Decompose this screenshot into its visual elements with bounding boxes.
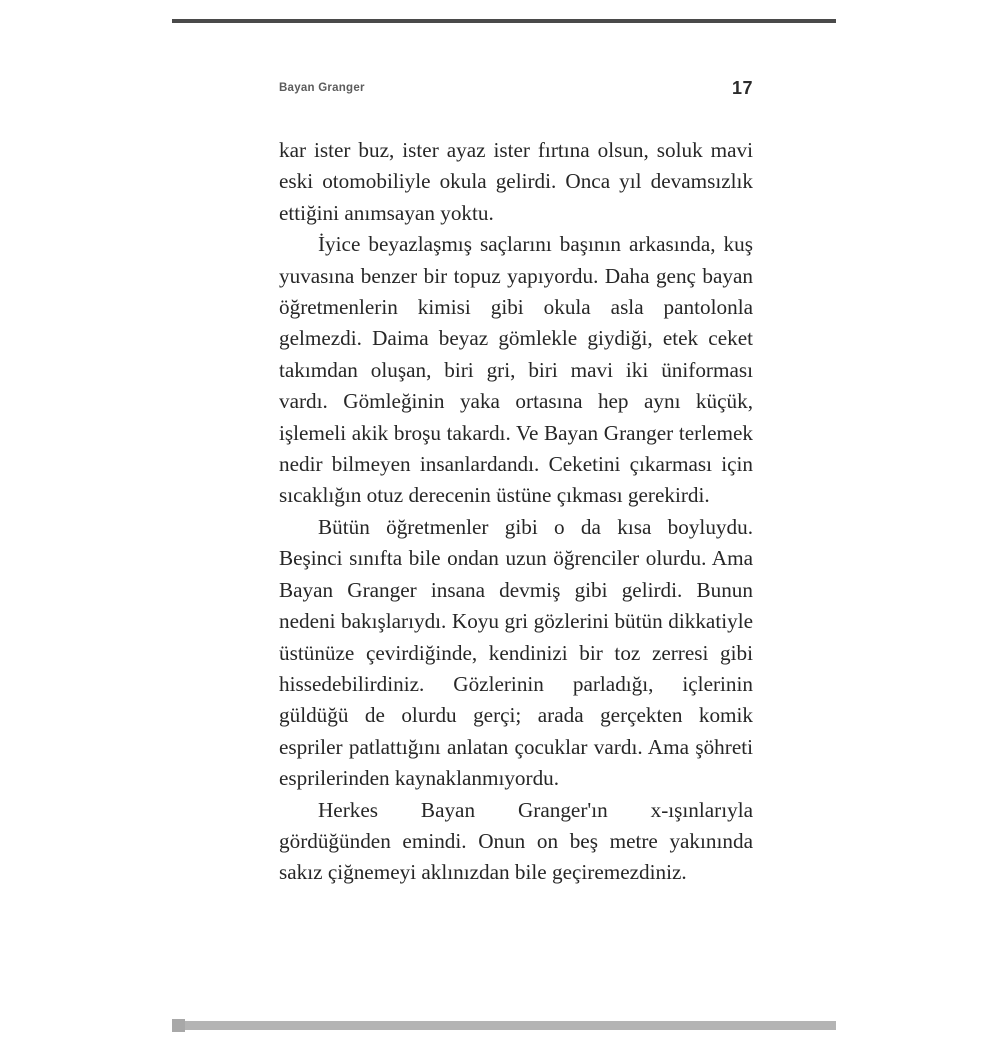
running-head-title: Bayan Granger (279, 82, 365, 94)
paragraph-3: Bütün öğretmenler gibi o da kısa boyluydu. Beşinci sınıfta bile ondan uzun öğrenciler olurdu. Ama Bayan Granger insana devmiş gibi gelirdi. Bunun nedeni bakışlarıydı. Koyu gri gözlerini bütün dikkatiyle üstünüze çevirdiğinde, kendinizi bir toz zerresi gibi hissedebilirdiniz. Gözlerinin parladığı, içlerinin güldüğü de olurdu gerçi; arada gerçekten komik espriler patlattığını anlatan çocuklar vardı. Ama şöhreti esprilerinden kaynaklanmıyordu. (279, 514, 753, 791)
paragraph-4: Herkes Bayan Granger'ın x-ışınlarıyla gördüğünden emindi. Onun on beş metre yakınında sakız çiğnemeyi aklınızdan bile geçiremezdiniz. (279, 797, 753, 885)
running-head (279, 78, 753, 100)
paragraph-2: İyice beyazlaşmış saçlarını başının arkasında, kuş yuvasına benzer bir topuz yapıyordu. Daha genç bayan öğretmenlerin kimisi gibi okula asla pantolonla gelmezdi. Daima beyaz gömlekle giydiği, etek ceket takımdan oluşan, biri gri, biri mavi iki üniforması vardı. Gömleğinin yaka ortasına hep aynı küçük, işlemeli akik broşu takardı. Ve Bayan Granger terlemek nedir bilmeyen insanlardandı. Ceketini çıkarması için sıcaklığın otuz derecenin üstüne çıkması gerekirdi. (279, 232, 753, 508)
page-number: 17 (731, 78, 753, 98)
body-text-block (279, 135, 753, 889)
bottom-bar-divider (172, 1021, 836, 1030)
bottom-bar-left-cap (172, 1019, 185, 1032)
paragraph-1: kar ister buz, ister ayaz ister fırtına olsun, soluk mavi eski otomobiliyle okula gelirdi. Onca yıl devamsızlık ettiğini anımsayan yoktu. (279, 138, 753, 225)
top-rule-divider (172, 19, 836, 23)
